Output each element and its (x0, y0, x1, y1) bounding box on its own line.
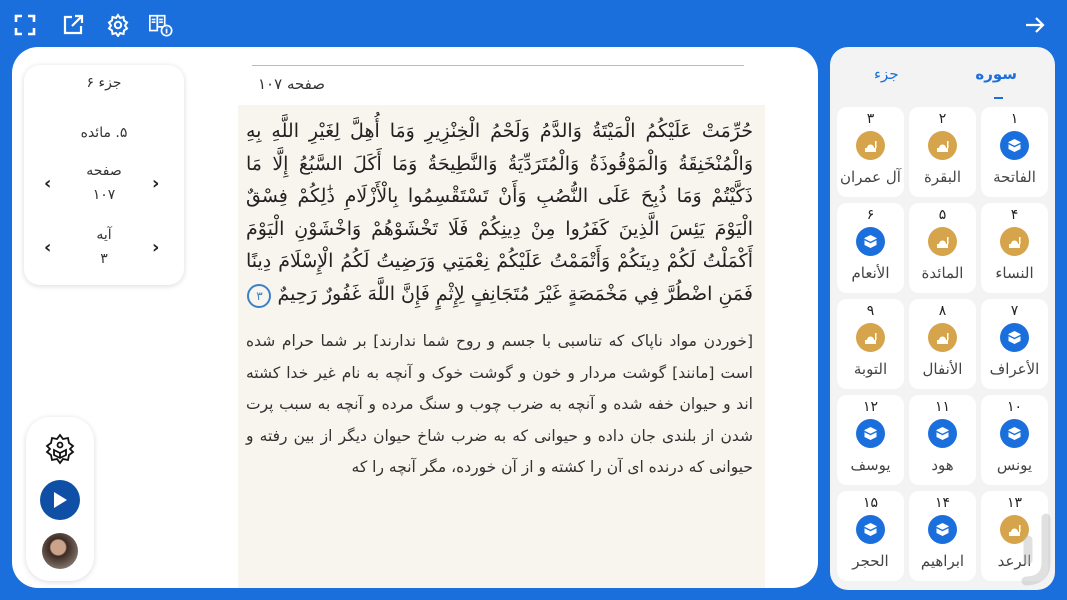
surah-number: ۱ (1010, 111, 1019, 127)
surah-number: ۸ (938, 303, 947, 319)
kaaba-icon (928, 515, 957, 544)
page-title: صفحه ۱۰۷ (258, 75, 325, 93)
surah-card[interactable] (909, 299, 976, 389)
surah-card[interactable] (981, 107, 1048, 197)
kaaba-icon (856, 515, 885, 544)
surah-number: ۹ (866, 303, 875, 319)
ayah-value: ۳ (100, 251, 108, 267)
verse-translation: [خوردن مواد ناپاک که تناسبی با جسم و روح شما ندارند] بر شما حرام شده است [مانند] گوشت مردار و خون و گوشت خوک و آنچه به نام غیر خدا کشته اند و حیوان خفه شده و آنچه به ضرب چوب و سنگ مرده و آنچه به سبب پرت شدن از بلندی جان داده و حیوانی که به ضرب شاخ حیوان دیگر از بین رفته و حیوانی که درنده ای آن را کشته و از آن خورده، مگر آنچه را که (246, 332, 753, 476)
surah-number: ۱۳ (1006, 495, 1023, 511)
play-button[interactable] (40, 480, 80, 520)
mosque-icon (928, 227, 957, 256)
surah-name: الأنفال (922, 360, 963, 378)
surah-name: الرعد (997, 552, 1032, 570)
surah-card[interactable] (837, 299, 904, 389)
surah-list-panel (830, 47, 1055, 590)
mosque-icon (856, 323, 885, 352)
surah-card[interactable] (981, 395, 1048, 485)
surah-card[interactable] (837, 491, 904, 581)
mosque-icon (928, 323, 957, 352)
surah-card[interactable] (837, 203, 904, 293)
surah-name: النساء (995, 264, 1034, 282)
chevron-left-icon[interactable]: ‹ (44, 237, 52, 258)
chevron-left-icon[interactable]: ‹ (44, 173, 52, 194)
active-tab-indicator (994, 97, 1003, 99)
mosque-icon (928, 131, 957, 160)
play-icon (52, 491, 68, 509)
surah-name: التوبة (853, 360, 888, 378)
surah-number: ۱۴ (934, 495, 951, 511)
external-link-icon[interactable] (60, 12, 86, 38)
surah-number: ۶ (866, 207, 875, 223)
main-panel (12, 47, 818, 588)
divider (252, 65, 744, 66)
tab-juz[interactable]: جزء (874, 65, 899, 83)
surah-label[interactable]: ۵. مائده (80, 125, 128, 141)
surah-card[interactable] (909, 203, 976, 293)
arrow-right-icon[interactable] (1022, 12, 1048, 38)
surah-name: الأنعام (851, 264, 890, 282)
watermark-logo (1012, 510, 1058, 590)
surah-name: المائدة (921, 264, 964, 282)
kaaba-icon (928, 419, 957, 448)
settings-icon[interactable] (105, 12, 131, 38)
surah-number: ۱۲ (862, 399, 879, 415)
surah-card[interactable] (981, 299, 1048, 389)
surah-number: ۱۵ (862, 495, 879, 511)
surah-name: يونس (996, 456, 1033, 474)
surah-name: ابراهيم (920, 552, 965, 570)
page-value: ۱۰۷ (92, 187, 116, 203)
surah-name: البقرة (924, 168, 961, 186)
surah-card[interactable] (837, 395, 904, 485)
juz-label[interactable]: جزء ۶ (86, 75, 122, 91)
surah-number: ۳ (866, 111, 875, 127)
surah-number: ۱۰ (1006, 399, 1023, 415)
chevron-right-icon[interactable]: › (152, 237, 160, 258)
navigation-card (24, 65, 184, 285)
surah-card[interactable] (981, 203, 1048, 293)
chevron-right-icon[interactable]: › (152, 173, 160, 194)
surah-name: الحجر (852, 552, 889, 570)
surah-name: هود (931, 456, 954, 474)
surah-card[interactable] (909, 395, 976, 485)
surah-name: الأعراف (989, 360, 1040, 378)
surah-name: يوسف (850, 456, 891, 474)
kaaba-icon (1000, 419, 1029, 448)
ayah-number-marker: ۳ (247, 284, 271, 308)
fullscreen-icon[interactable] (12, 12, 38, 38)
audio-controls (26, 417, 94, 581)
kaaba-icon (856, 227, 885, 256)
tab-surah[interactable]: سوره (975, 65, 1017, 83)
kaaba-icon (1000, 323, 1029, 352)
surah-number: ۷ (1010, 303, 1019, 319)
surah-name: آل عمران (840, 168, 901, 186)
reciter-settings-icon[interactable] (44, 433, 76, 469)
surah-number: ۵ (938, 207, 947, 223)
verse-arabic: حُرِّمَتْ عَلَيْكُمُ الْمَيْتَةُ وَالدَّمُ وَلَحْمُ الْخِنْزِيرِ وَمَا أُهِلَّ لِغَيْرِ اللَّهِ بِهِ وَالْمُنْخَنِقَةُ وَالْمَوْقُوذَةُ وَالْمُتَرَدِّيَةُ وَالنَّطِيحَةُ وَمَا أَكَلَ السَّبُعُ إِلَّا مَا ذَكَّيْتُمْ وَمَا ذُبِحَ عَلَى النُّصُبِ وَأَنْ تَسْتَقْسِمُوا بِالْأَزْلَامِ ذَٰلِكُمْ فِسْقٌ الْيَوْمَ يَئِسَ الَّذِينَ كَفَرُوا مِنْ دِينِكُمْ فَلَا تَخْشَوْهُمْ وَاخْشَوْنِ الْيَوْمَ أَكْمَلْتُ لَكُمْ دِينَكُمْ وَأَتْمَمْتُ عَلَيْكُمْ نِعْمَتِي وَرَضِيتُ لَكُمُ الْإِسْلَامَ دِينًا فَمَنِ اضْطُرَّ فِي مَخْمَصَةٍ غَيْرَ مُتَجَانِفٍ لِإِثْمٍ فَإِنَّ اللَّهَ غَفُورٌ رَحِيمٌ (246, 120, 753, 305)
surah-name: الفاتحة (993, 168, 1036, 186)
surah-number: ۱۱ (934, 399, 951, 415)
kaaba-icon (856, 419, 885, 448)
page-label: صفحه (86, 163, 122, 179)
reader-area[interactable] (238, 105, 765, 588)
kaaba-icon (1000, 131, 1029, 160)
ayah-label: آیه (96, 227, 112, 243)
surah-card[interactable] (909, 491, 976, 581)
verse-text (246, 115, 753, 310)
mosque-icon (856, 131, 885, 160)
reciter-avatar[interactable] (42, 533, 78, 569)
mosque-icon (1000, 227, 1029, 256)
surah-card[interactable] (909, 107, 976, 197)
surah-number: ۴ (1010, 207, 1019, 223)
surah-card[interactable] (837, 107, 904, 197)
book-info-icon[interactable] (148, 12, 174, 38)
surah-number: ۲ (938, 111, 947, 127)
